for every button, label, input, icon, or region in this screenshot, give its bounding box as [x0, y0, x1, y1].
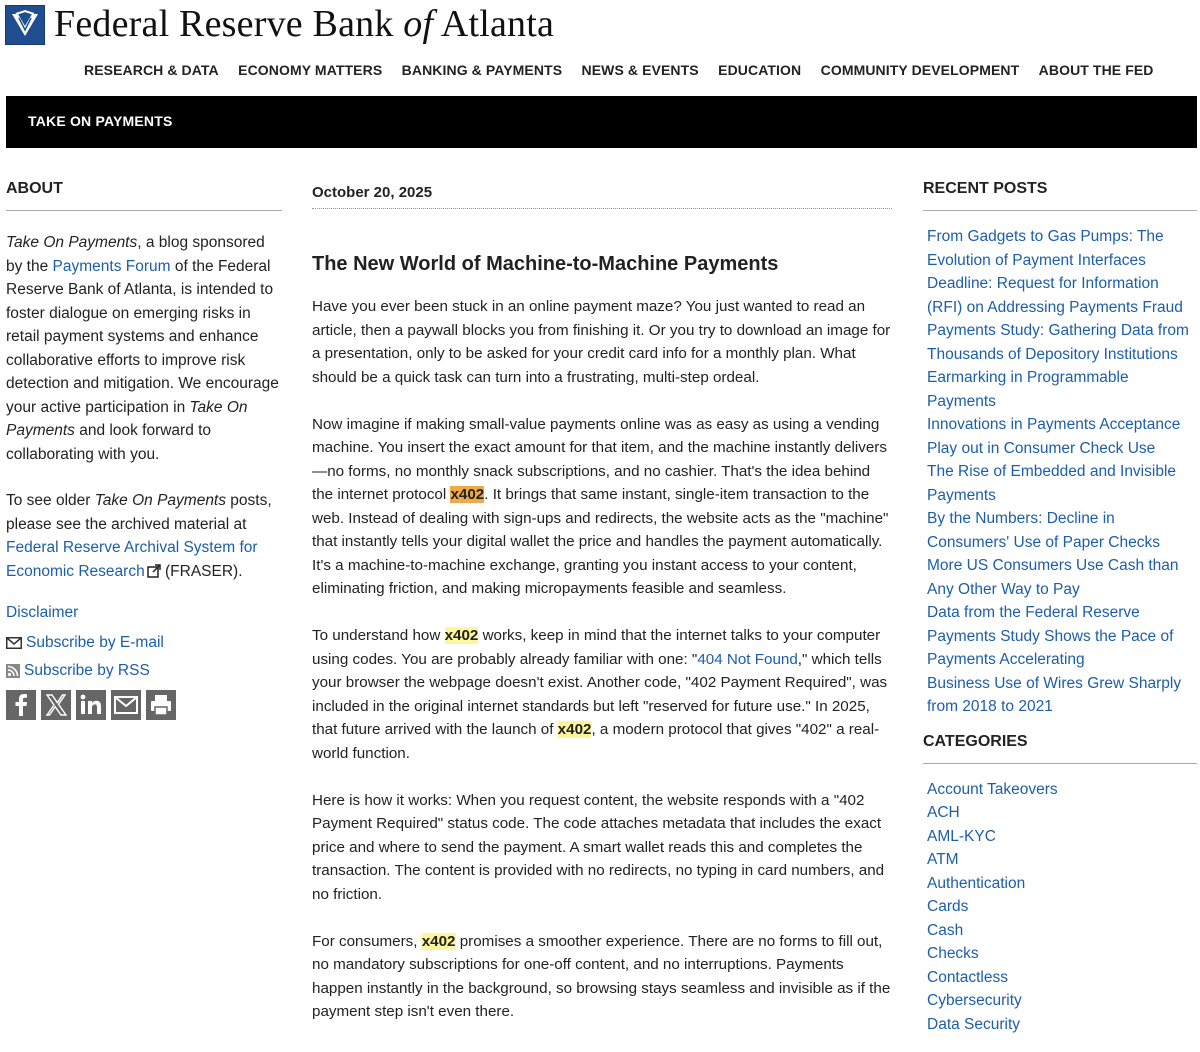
recent-post-link[interactable]: Business Use of Wires Grew Sharply from 2018 to 2021	[927, 674, 1182, 715]
recent-post-link[interactable]: Payments Study: Gathering Data from Thousands of Depository Institutions	[927, 322, 1189, 363]
paragraph-text: Now imagine if making small-value payments online was as easy as using a vending machine. You insert the exact amount for that item, and the machine instantly delivers—no forms, no monthly snack subscriptions, and no cashier. That's the idea behind the internet protocol	[312, 415, 887, 503]
facebook-icon[interactable]	[6, 690, 36, 720]
about-sidebar	[6, 180, 282, 720]
paragraph-text: For consumers,	[312, 932, 422, 950]
print-icon[interactable]	[146, 690, 176, 720]
section-bar	[6, 96, 1197, 148]
paragraph-3	[312, 624, 892, 765]
printer-glyph	[146, 690, 176, 720]
recent-post-link[interactable]: Data from the Federal Reserve Payments Study Shows the Pace of Payments Accelerating	[927, 604, 1174, 668]
recent-post-link[interactable]: The Rise of Embedded and Invisible Payments	[927, 463, 1177, 504]
email-share-icon[interactable]	[111, 690, 141, 720]
post-date: October 20, 2025	[312, 184, 892, 209]
facebook-glyph	[6, 690, 36, 720]
recent-posts-heading: RECENT POSTS	[923, 180, 1197, 211]
404-not-found-link[interactable]: 404 Not Found	[697, 650, 798, 668]
right-sidebar	[923, 180, 1197, 1036]
about-text	[6, 231, 282, 583]
nav-banking-payments[interactable]: BANKING & PAYMENTS	[401, 62, 563, 78]
nav-community-development[interactable]: COMMUNITY DEVELOPMENT	[820, 62, 1020, 78]
brand-text: Federal Reserve Bank	[54, 3, 404, 45]
linkedin-glyph	[76, 690, 106, 720]
category-link[interactable]: Account Takeovers	[927, 780, 1058, 798]
category-link[interactable]: Checks	[927, 945, 979, 962]
x-twitter-icon[interactable]	[41, 690, 71, 720]
recent-post-link[interactable]: More US Consumers Use Cash than Any Other Way to Pay	[927, 557, 1179, 598]
fraser-link-text: Federal Reserve Archival System for Economic Research	[6, 539, 258, 580]
blog-name: Take On Payments	[6, 234, 138, 251]
recent-posts-list	[927, 225, 1197, 719]
x-glyph	[41, 690, 71, 720]
category-link[interactable]: ACH	[927, 804, 960, 821]
category-link[interactable]: Cash	[927, 921, 964, 939]
recent-post-link[interactable]: By the Numbers: Decline in Consumers' Use of Paper Checks	[927, 510, 1160, 551]
about-heading: ABOUT	[6, 180, 282, 211]
nav-education[interactable]: EDUCATION	[718, 62, 802, 78]
social-share-bar	[6, 690, 282, 720]
paragraph-text: To understand how	[312, 627, 445, 644]
payments-forum-link[interactable]: Payments Forum	[52, 257, 171, 275]
post-body	[312, 295, 892, 1024]
nav-research-data[interactable]: RESEARCH & DATA	[84, 62, 219, 78]
about-text-part: (FRASER).	[160, 562, 243, 580]
post-article	[312, 184, 892, 1047]
recent-post-link[interactable]: Innovations in Payments Acceptance Play out in Consumer Check Use	[927, 416, 1181, 457]
top-navigation	[84, 62, 1173, 78]
paragraph-2	[312, 413, 892, 601]
brand-of: of	[403, 3, 434, 45]
subscribe-email-link[interactable]: Subscribe by E-mail	[26, 634, 164, 651]
paragraph-5	[312, 930, 892, 1024]
about-text-part: posts, please see the archived material at	[6, 492, 272, 533]
paragraph-text: ," which tells your browser the webpage doesn't exist. Another code, "402 Payment Required", was included in the original internet standards but left "reserved for future use." In 2025, that future arrived with the launch of	[312, 650, 888, 738]
about-text-part: , a blog sponsored by the	[6, 234, 265, 275]
category-link[interactable]: Authentication	[927, 874, 1026, 892]
site-title[interactable]	[54, 2, 554, 46]
x402-highlight: x402	[450, 486, 485, 503]
blog-name: Take On Payments	[94, 492, 226, 509]
nav-economy-matters[interactable]: ECONOMY MATTERS	[238, 62, 383, 78]
categories-heading: CATEGORIES	[923, 733, 1197, 764]
section-link-take-on-payments[interactable]: TAKE ON PAYMENTS	[28, 113, 173, 129]
paragraph-4: Here is how it works: When you request content, the website responds with a "402 Payment Required" status code. The code attaches metadata that includes the exact price and where to send the payment. A smart wallet reads this and completes the transaction. The content is provided with no redirects, no typing in card numbers, and no friction.	[312, 791, 885, 903]
paragraph-1: Have you ever been stuck in an online payment maze? You just wanted to read an article, then a paywall blocks you from finishing it. Or you try to download an image for a presentation, only to be asked for your credit card info for a monthly plan. What should be a quick task can turn into a frustrating, multi-step ordeal.	[312, 298, 891, 386]
paragraph-text: works, keep in mind that the internet talks to your computer using codes. You are probably already familiar with one: "	[312, 627, 881, 668]
about-text-part: To see older	[6, 492, 95, 509]
x402-highlight: x402	[444, 627, 479, 644]
about-text-part: of the Federal Reserve Bank of Atlanta, is intended to foster dialogue on emerging risks in retail payment systems and enhance collaborative efforts to improve risk detection and mitigation. We encourage your active participation in	[6, 257, 279, 416]
categories-list	[927, 778, 1197, 1037]
paragraph-text: promises a smoother experience. There are no forms to fill out, no mandatory subscriptions for one-off content, and no interruptions. Payments happen instantly in the background, so browsing stays seamless and invisible as if the payment step isn't even there.	[312, 932, 891, 1020]
subscribe-rss-link[interactable]: Subscribe by RSS	[24, 662, 150, 679]
paragraph-text: . It brings that same instant, single-item transaction to the web. Instead of dealing with sign-ups and redirects, the website acts as the "machine" that instantly tells your digital wallet the price and handles the payment automatically. It's a machine-to-machine exchange, granting you instant access to your content, eliminating friction, and making micropayments feasible and seamless.	[312, 486, 889, 597]
recent-post-link[interactable]: Deadline: Request for Information (RFI) on Addressing Payments Fraud	[927, 275, 1183, 316]
category-link[interactable]: ATM	[927, 851, 959, 868]
post-title[interactable]: The New World of Machine-to-Machine Payments	[312, 253, 779, 275]
nav-about-the-fed[interactable]: ABOUT THE FED	[1038, 62, 1154, 78]
subscribe-email[interactable]	[6, 634, 282, 652]
subscribe-rss[interactable]	[6, 662, 282, 680]
envelope-icon	[6, 637, 22, 649]
blog-name: Take On Payments	[6, 398, 248, 439]
recent-post-link[interactable]: From Gadgets to Gas Pumps: The Evolution of Payment Interfaces	[927, 228, 1164, 269]
x402-highlight: x402	[557, 721, 592, 738]
category-link[interactable]: Data Security	[927, 1015, 1021, 1033]
category-link[interactable]: AML-KYC	[927, 827, 996, 845]
paragraph-text: , a modern protocol that gives "402" a real-world function.	[312, 721, 880, 762]
brand-text-2: Atlanta	[433, 3, 555, 45]
eagle-emblem-icon	[6, 6, 44, 44]
external-link-icon	[147, 564, 161, 578]
category-link[interactable]: Cybersecurity	[927, 992, 1022, 1009]
atlanta-fed-logo[interactable]	[5, 5, 45, 45]
recent-post-link[interactable]: Earmarking in Programmable Payments	[927, 369, 1129, 410]
category-link[interactable]: Cards	[927, 898, 969, 915]
envelope-glyph	[111, 690, 141, 720]
x402-highlight: x402	[421, 932, 456, 950]
disclaimer-link[interactable]: Disclaimer	[6, 604, 79, 621]
category-link[interactable]: Contactless	[927, 968, 1008, 986]
linkedin-icon[interactable]	[76, 690, 106, 720]
rss-icon	[6, 664, 20, 678]
about-text-part: and look forward to collaborating with you.	[6, 422, 212, 463]
nav-news-events[interactable]: NEWS & EVENTS	[581, 62, 699, 78]
